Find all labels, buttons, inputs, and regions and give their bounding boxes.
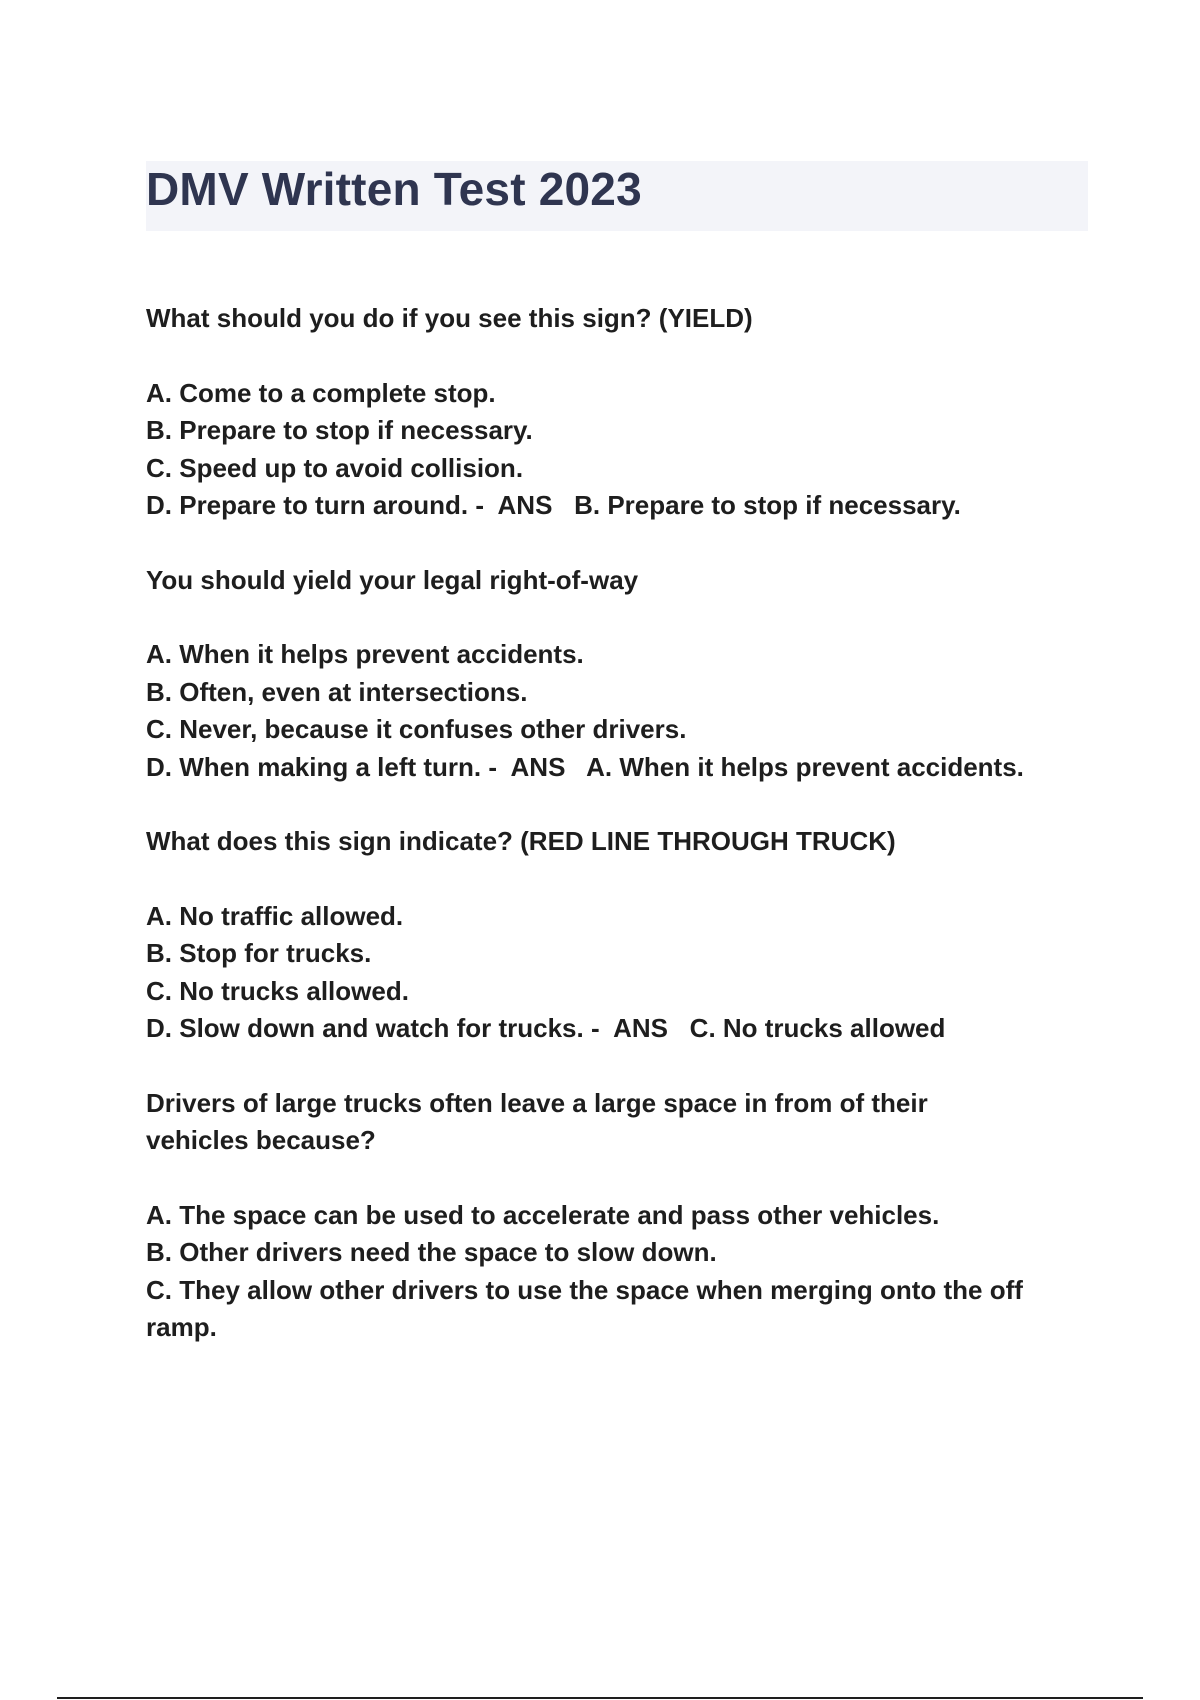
answer-marker: ANS [497,490,553,520]
option-text: D. Prepare to turn around. [146,490,469,520]
option-item: C. No trucks allowed. [146,975,409,1006]
option-item: B. Other drivers need the space to slow down. [146,1237,717,1267]
option-list [146,636,1086,786]
option-item: A. No traffic allowed. [146,900,404,931]
option-item-with-answer: D. Prepare to turn around. - ANS B. Prepare to stop if necessary. [146,490,961,520]
answer-text: C. No trucks allowed [689,1013,946,1043]
option-item-with-answer: D. When making a left turn. - ANS A. When it helps prevent accidents. [146,751,1024,782]
option-item: B. Often, even at intersections. [146,676,528,707]
question-list [146,300,1086,1347]
question-text: What does this sign indicate? (RED LINE THROUGH TRUCK) [146,826,896,856]
option-item: C. Never, because it confuses other drivers. [146,714,687,744]
footer-divider [57,1697,1143,1699]
question-text: You should yield your legal right-of-way [146,564,639,595]
option-list [146,375,1086,525]
option-item: B. Prepare to stop if necessary. [146,415,533,445]
option-item: C. Speed up to avoid collision. [146,452,524,483]
option-item: B. Stop for trucks. [146,938,372,968]
question-block [146,300,1086,525]
question-text: What should you do if you see this sign? (YIELD) [146,303,753,333]
question-block [146,1085,1086,1347]
option-text: D. When making a left turn. [146,751,482,782]
option-item: C. They allow other drivers to use the space when merging onto the off ramp. [146,1274,1023,1342]
question-block [146,823,1086,1048]
question-text: Drivers of large trucks often leave a large space in from of their vehicles because? [146,1087,928,1155]
option-list [146,1197,1086,1347]
option-item: A. The space can be used to accelerate and pass other vehicles. [146,1199,940,1230]
option-item: A. When it helps prevent accidents. [146,639,584,669]
question-block [146,562,1086,787]
document-title: DMV Written Test 2023 [146,163,642,215]
option-item-with-answer: D. Slow down and watch for trucks. - ANS C. No trucks allowed [146,1013,946,1043]
answer-marker: ANS [613,1013,668,1043]
option-item: A. Come to a complete stop. [146,377,496,408]
option-list [146,898,1086,1048]
option-text: D. Slow down and watch for trucks. [146,1013,584,1043]
answer-text: A. When it helps prevent accidents. [586,751,1024,782]
answer-marker: ANS [510,751,566,782]
answer-text: B. Prepare to stop if necessary. [574,490,961,520]
